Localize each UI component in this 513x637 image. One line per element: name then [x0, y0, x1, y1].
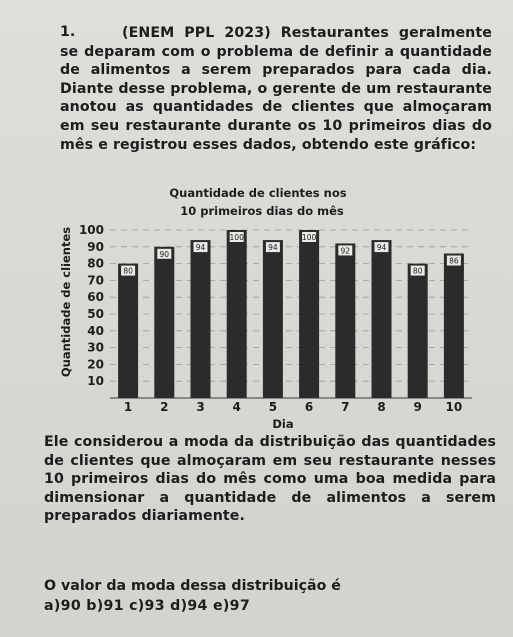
- y-tick-label: 50: [87, 307, 104, 321]
- y-tick-label: 90: [87, 239, 104, 254]
- y-tick-label: 10: [87, 374, 104, 389]
- bar-value-label: 80: [412, 266, 423, 276]
- bar: [154, 247, 174, 398]
- chart-title-line1: Quantidade de clientes nos: [169, 186, 347, 200]
- x-tick-label: 7: [341, 400, 350, 414]
- bar-value-label: 94: [376, 243, 387, 253]
- y-tick-label: 60: [87, 290, 104, 305]
- y-axis-label: Quantidade de clientes: [59, 226, 73, 378]
- bar-value-label: 94: [268, 243, 278, 253]
- bar: [299, 230, 319, 398]
- x-tick-label: 2: [160, 400, 169, 414]
- bar: [227, 230, 247, 398]
- bar: [191, 240, 211, 398]
- bar-value-label: 92: [340, 246, 351, 256]
- y-tick-label: 100: [78, 223, 104, 237]
- bar: [263, 240, 283, 398]
- x-tick-label: 5: [268, 400, 278, 414]
- question-number: 1.: [60, 24, 76, 40]
- x-tick-label: 3: [196, 400, 205, 414]
- bar-value-label: 94: [195, 243, 206, 253]
- bar-value-label: 86: [449, 256, 459, 266]
- bar: [335, 243, 355, 398]
- y-tick-label: 20: [87, 357, 104, 372]
- y-tick-label: 30: [87, 340, 104, 355]
- x-tick-label: 10: [445, 400, 463, 414]
- bar: [408, 264, 428, 398]
- bar-value-label: 90: [159, 249, 170, 259]
- bar: [444, 254, 464, 398]
- x-tick-label: 9: [413, 400, 422, 414]
- question-prompt: O valor da moda dessa distribuição é: [44, 578, 341, 594]
- question-intro: (ENEM PPL 2023) Restaurantes geralmente se deparam com o problema de definir a quantidade de alimentos a serem preparados para cada dia. Diante desse problema, o gerente de um restaurante anotou as quantidades de clientes que almoçaram em seu restaurante durante os 10 primeiros dias do mês e registrou esses dados, obtendo este gráfico:: [60, 25, 492, 153]
- y-tick-label: 80: [87, 256, 104, 271]
- x-tick-label: 8: [377, 400, 386, 414]
- question-context: Ele considerou a moda da distribuição das quantidades de clientes que almoçaram em seu restaurante nesses 10 primeiros dias do mês como uma boa medida para dimensionar a quantidade de alimentos a serem preparados diariamente.: [44, 434, 496, 525]
- y-tick-label: 40: [87, 323, 104, 338]
- bar-value-label: 80: [123, 266, 133, 276]
- bar: [372, 240, 392, 398]
- answer-options: a)90 b)91 c)93 d)94 e)97: [44, 598, 251, 614]
- bar-value-label: 100: [301, 233, 317, 242]
- chart-title-line2: 10 primeiros dias do mês: [180, 204, 344, 218]
- bar-value-label: 100: [229, 233, 244, 242]
- bar: [118, 264, 138, 398]
- y-tick-label: 70: [87, 273, 104, 288]
- x-axis-label: Dia: [272, 417, 294, 431]
- x-tick-label: 1: [123, 400, 133, 414]
- x-tick-label: 6: [304, 400, 314, 414]
- x-tick-label: 4: [232, 400, 241, 414]
